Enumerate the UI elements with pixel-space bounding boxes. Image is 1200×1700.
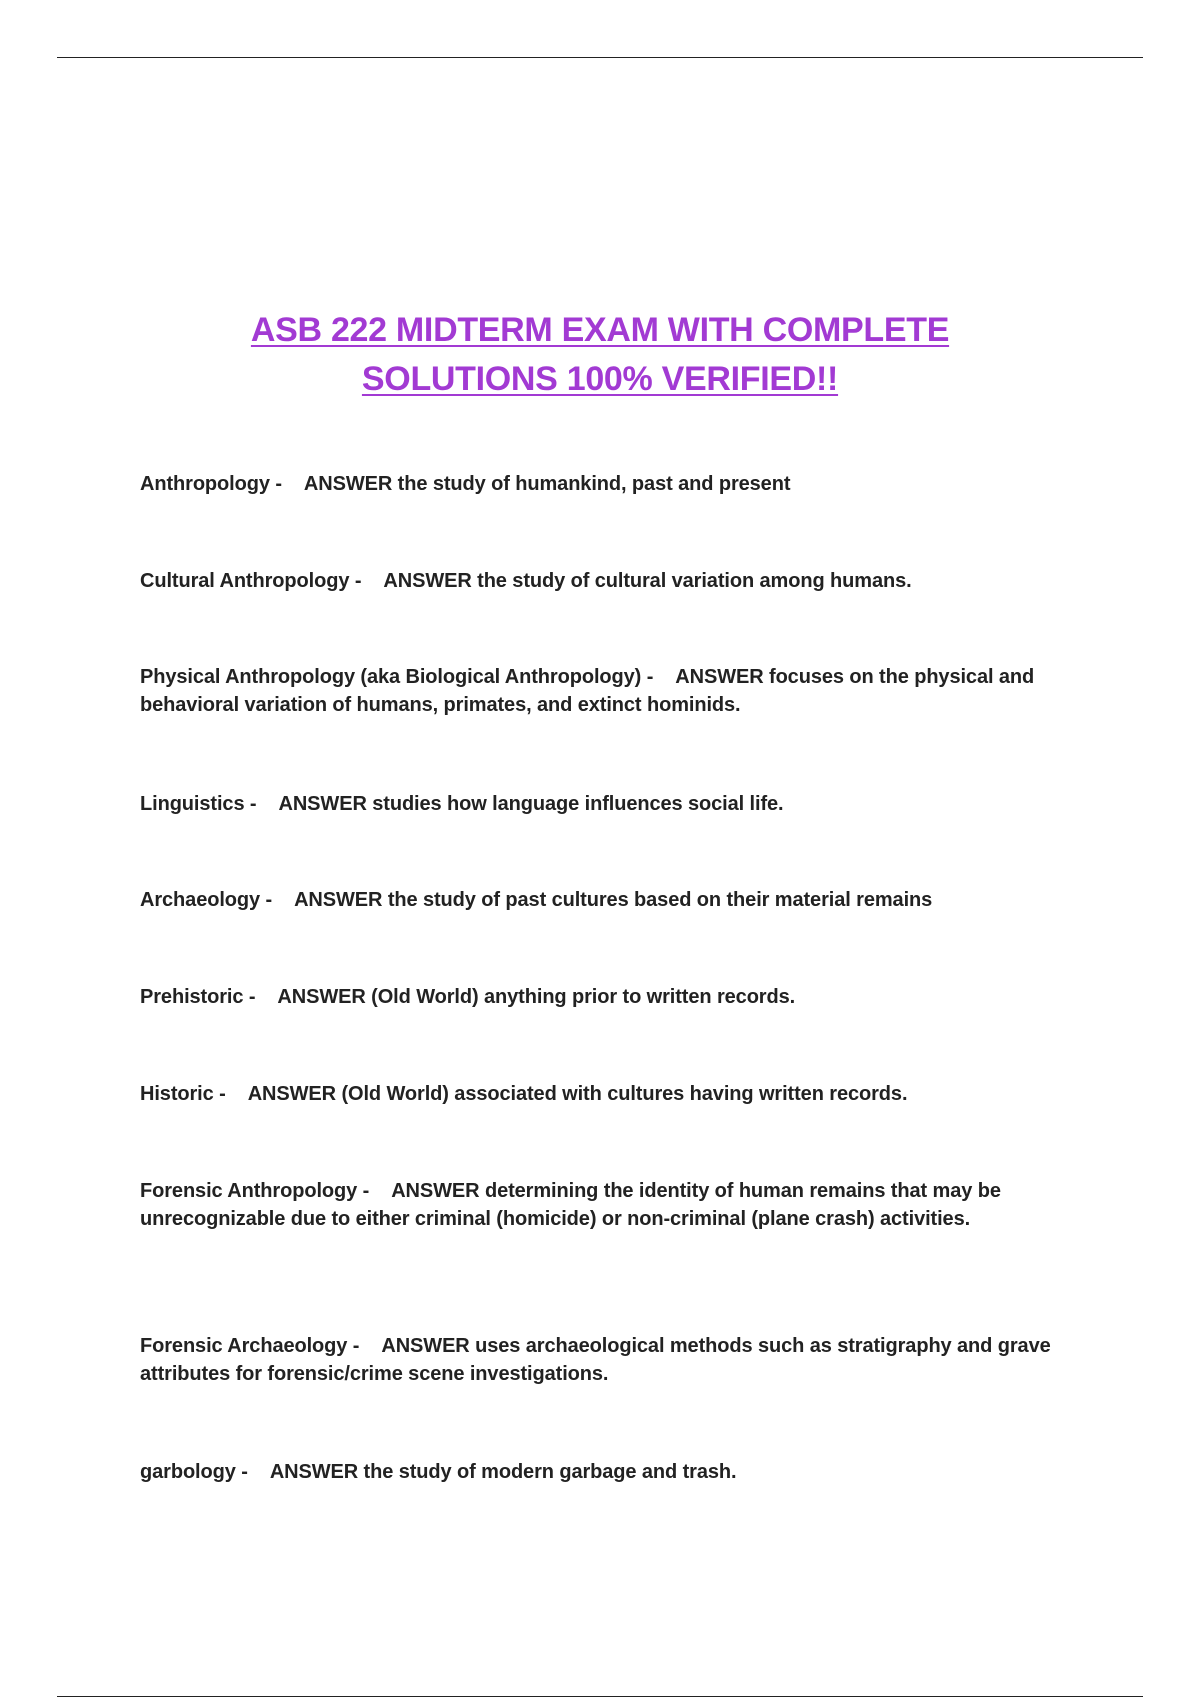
top-rule — [57, 57, 1143, 58]
qa-entry-forensic-archaeology — [140, 1332, 1070, 1388]
entry-answer: ANSWER studies how language influences social life. — [278, 793, 784, 815]
qa-entry-prehistoric — [140, 983, 1070, 1011]
qa-entry-anthropology — [140, 470, 1070, 498]
bottom-rule — [57, 1696, 1143, 1697]
qa-entry-garbology — [140, 1458, 1070, 1486]
entry-answer: ANSWER (Old World) anything prior to written records. — [277, 986, 796, 1008]
entry-answer: ANSWER uses archaeological methods such as stratigraphy and grave attributes for forensic/crime scene investigations. — [140, 1335, 1051, 1385]
entry-term: Forensic Anthropology - — [140, 1180, 369, 1202]
entry-term: Archaeology - — [140, 889, 272, 911]
entry-term: Historic - — [140, 1083, 226, 1105]
qa-entry-forensic-anthropology — [140, 1177, 1070, 1233]
qa-entry-physical-anthropology — [140, 663, 1070, 719]
qa-entry-archaeology — [140, 886, 1070, 914]
entry-answer: ANSWER the study of humankind, past and present — [303, 473, 791, 495]
entry-answer: ANSWER the study of cultural variation among humans. — [383, 570, 912, 592]
document-title — [0, 306, 1200, 404]
qa-entry-linguistics — [140, 790, 1070, 818]
entry-term: Forensic Archaeology - — [140, 1335, 359, 1357]
entry-answer: ANSWER determining the identity of human remains that may be unrecognizable due to either criminal (homicide) or non-criminal (plane crash) activities. — [140, 1180, 1001, 1230]
entry-term: Linguistics - — [140, 793, 257, 815]
entry-answer: ANSWER focuses on the physical and behavioral variation of humans, primates, and extinct hominids. — [140, 666, 1035, 716]
title-line-2: SOLUTIONS 100% VERIFIED!! — [361, 360, 839, 398]
entry-term: Anthropology - — [140, 473, 282, 495]
entry-term: garbology - — [140, 1461, 248, 1483]
entry-answer: ANSWER the study of modern garbage and trash. — [269, 1461, 737, 1483]
entry-term: Prehistoric - — [140, 986, 255, 1008]
entry-term: Cultural Anthropology - — [140, 570, 361, 592]
entry-answer: ANSWER the study of past cultures based on their material remains — [294, 889, 933, 911]
title-line-1: ASB 222 MIDTERM EXAM WITH COMPLETE — [250, 311, 950, 349]
entry-term: Physical Anthropology (aka Biological Anthropology) - — [140, 666, 653, 688]
qa-entry-cultural-anthropology — [140, 567, 1070, 595]
qa-entry-historic — [140, 1080, 1070, 1108]
entry-answer: ANSWER (Old World) associated with cultures having written records. — [247, 1083, 908, 1105]
